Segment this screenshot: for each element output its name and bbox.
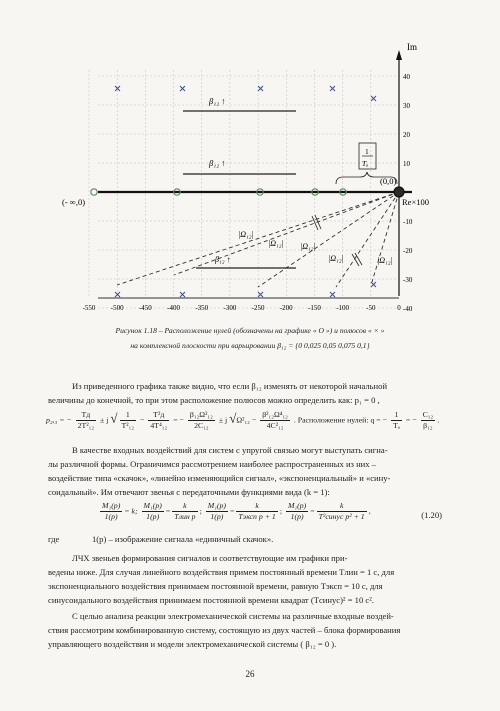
- paragraph-1-line-1: Из приведенного графика также видно, что если β₁₂ изменять от некоторой начальной: [72, 381, 388, 391]
- omega-label-5: |Ω₁₂|: [377, 256, 393, 265]
- where-text: 1(p) – изображение сигнала «единичный скачок».: [92, 534, 274, 544]
- zero-marker: [394, 187, 404, 197]
- inv-ta-num: 1: [365, 147, 369, 156]
- y-axis-label: Im: [407, 42, 417, 52]
- beta-label-1: β₁₂ ↑: [209, 96, 226, 106]
- x-tick-label: -300: [223, 304, 237, 312]
- paragraph-4-line-1: С целью анализа реакции электромеханической системы на различные входные воздей-: [72, 611, 394, 621]
- y-tick-label: -40: [403, 305, 413, 312]
- omega-label-2: |Ω₁₂|: [268, 239, 284, 248]
- y-tick-label: 10: [403, 160, 410, 168]
- poles-zeros-equation: p₂,₃ = − $\frac{Tд}{\text{2T²₁₂}}$ ± j √ $\frac{1}{\text{T²₁₂}}$ − $\frac{\text{T²д}}{\text{4T⁴₁₂}}$ = − $\frac{\text{β₁₂Ω²₁₂}}{\text{2C₁₂}}$ ± j √Ω²₁₂ − $\frac{\text{β²₁₂Ω⁴₁₂}}{\text{4C²₁₂}}$ . Расположение нулей: q = − $\frac{1}{\text{Tₐ}}$ = − $\frac{\text{C₁₂}}{\text{β₁₂}}$ .: [46, 410, 440, 430]
- pole-marker: [371, 282, 376, 287]
- y-tick-label: 30: [403, 102, 410, 110]
- eq-pm-j: ± j: [100, 415, 109, 425]
- paragraph-3-line-3: экспоненциального воздействия принимаем постоянной времени, равную Tэксп = 10 с, для: [48, 581, 383, 591]
- paragraph-2-line-2: лы различной формы. Ограничимся рассмотрением наиболее распространенных из них –: [48, 459, 377, 469]
- x-tick-label: -550: [82, 304, 96, 312]
- pole-marker: [115, 86, 120, 91]
- paragraph-2-line-4: соидальный». Им отвечают звенья с передаточными функциями вида (k = 1):: [48, 487, 330, 497]
- x-tick-label: -350: [195, 304, 209, 312]
- x-tick-label: -100: [336, 304, 350, 312]
- x-tick-label: -400: [167, 304, 180, 312]
- pole-marker: [180, 292, 185, 297]
- figure-caption-line-1: Рисунок 1.18 – Расположение нулей (обозначены на графике « О ») и полюсов « × »: [115, 326, 385, 335]
- y-tick-label: -10: [403, 218, 413, 226]
- pole-marker: [115, 292, 120, 297]
- locus-line-5: [372, 192, 399, 282]
- pole-marker: [258, 292, 263, 297]
- page-number: 26: [245, 669, 255, 679]
- imag-axis-arrow: [396, 50, 402, 60]
- x-tick-label: 0: [397, 304, 401, 312]
- x-tick-label: -50: [366, 304, 376, 312]
- omega-label-4: |Ω₁₂|: [328, 254, 344, 263]
- x-tick-label: -450: [138, 304, 152, 312]
- zero-marker: [91, 189, 97, 195]
- locus-line-4: [336, 192, 399, 287]
- y-tick-label: 40: [403, 73, 410, 81]
- equation-number: (1.20): [421, 510, 442, 520]
- paragraph-1-line-2: величины до конечной, то при этом расположение полюсов можно определить как: p₁ = 0 ,: [48, 395, 380, 405]
- pole-marker: [330, 292, 335, 297]
- eq-zeros-text: . Расположение нулей: q = −: [293, 415, 388, 425]
- pole-zero-figure: [0, 0, 500, 312]
- origin-label: (0,0): [380, 176, 397, 186]
- x-tick-label: -500: [110, 304, 124, 312]
- x-tick-label: -250: [251, 304, 265, 312]
- paragraph-2-line-3: воздействие типа «скачок», «линейно изменяющийся сигнал», «экспоненциальный» и «сину-: [48, 473, 391, 483]
- figure-caption-line-2: на комплексной плоскости при варьировании β₁₂ = {0 0,025 0,05 0,075 0,1}: [130, 341, 370, 350]
- paragraph-4-line-3: управляющего воздействия и модели электромеханической системы ( β₁₂ = 0 ).: [48, 639, 337, 649]
- pole-marker: [258, 86, 263, 91]
- pole-marker: [371, 96, 376, 101]
- y-tick-label: 20: [403, 131, 410, 139]
- y-tick-label: -30: [403, 276, 413, 284]
- beta-label-3: β₁₂ ↑: [215, 255, 231, 264]
- paragraph-2-line-1: В качестве входных воздействий для систем с упругой связью могут выступать сигна-: [72, 445, 388, 455]
- neg-inf-label: (- ∞,0): [62, 197, 86, 207]
- paragraph-3-line-2: ведены ниже. Для случая линейного воздействия примем постоянный времени Tлин = 1 с, для: [48, 567, 395, 577]
- eq-frac-1: $\frac{Tд}{\text{2T²₁₂}}$: [77, 410, 95, 430]
- x-tick-label: -200: [279, 304, 293, 312]
- paragraph-3-line-1: ЛЧХ звеньев формирования сигналов и соответствующие им графики при-: [72, 553, 348, 563]
- paragraph-4-line-2: ствия рассмотрим комбинированную систему, состоящую из двух частей – блока формирования: [48, 625, 401, 635]
- figure-grid: [89, 70, 399, 308]
- transfer-functions-equation: $\frac{\text{M₁(p)}}{1(p)}$ = k; $\frac{\text{M₁(p)}}{1(p)}$ = $\frac{k}{\text{Tлин p}}$ ; $\frac{\text{M₁(p)}}{1(p)}$ = $\frac{k}{\text{Tэксп p + 1}}$ ; $\frac{\text{M₁(p)}}{1(p)}$ = $\frac{k}{\text{T²синус p² + 1}}$ ,: [102, 501, 371, 521]
- pole-marker: [180, 86, 185, 91]
- x-axis-label: Re×100: [402, 197, 429, 207]
- y-tick-label: -20: [403, 247, 413, 255]
- x-tick-label: -150: [308, 304, 321, 312]
- omega-label-3: |Ω₁₂|: [300, 242, 316, 251]
- omega-label-1: |Ω₁₂|: [238, 230, 254, 239]
- paragraph-3-line-4: синусоидального воздействия принимаем постоянной времени квадрат (Tсинус)² = 10 с².: [48, 595, 374, 605]
- beta-label-2: β₁₂ ↑: [209, 158, 226, 168]
- where-label: где: [48, 534, 60, 544]
- inv-ta-den: Tₐ: [362, 159, 369, 168]
- eq-poles-prefix: p₂,₃ = −: [46, 415, 72, 425]
- pole-marker: [330, 86, 335, 91]
